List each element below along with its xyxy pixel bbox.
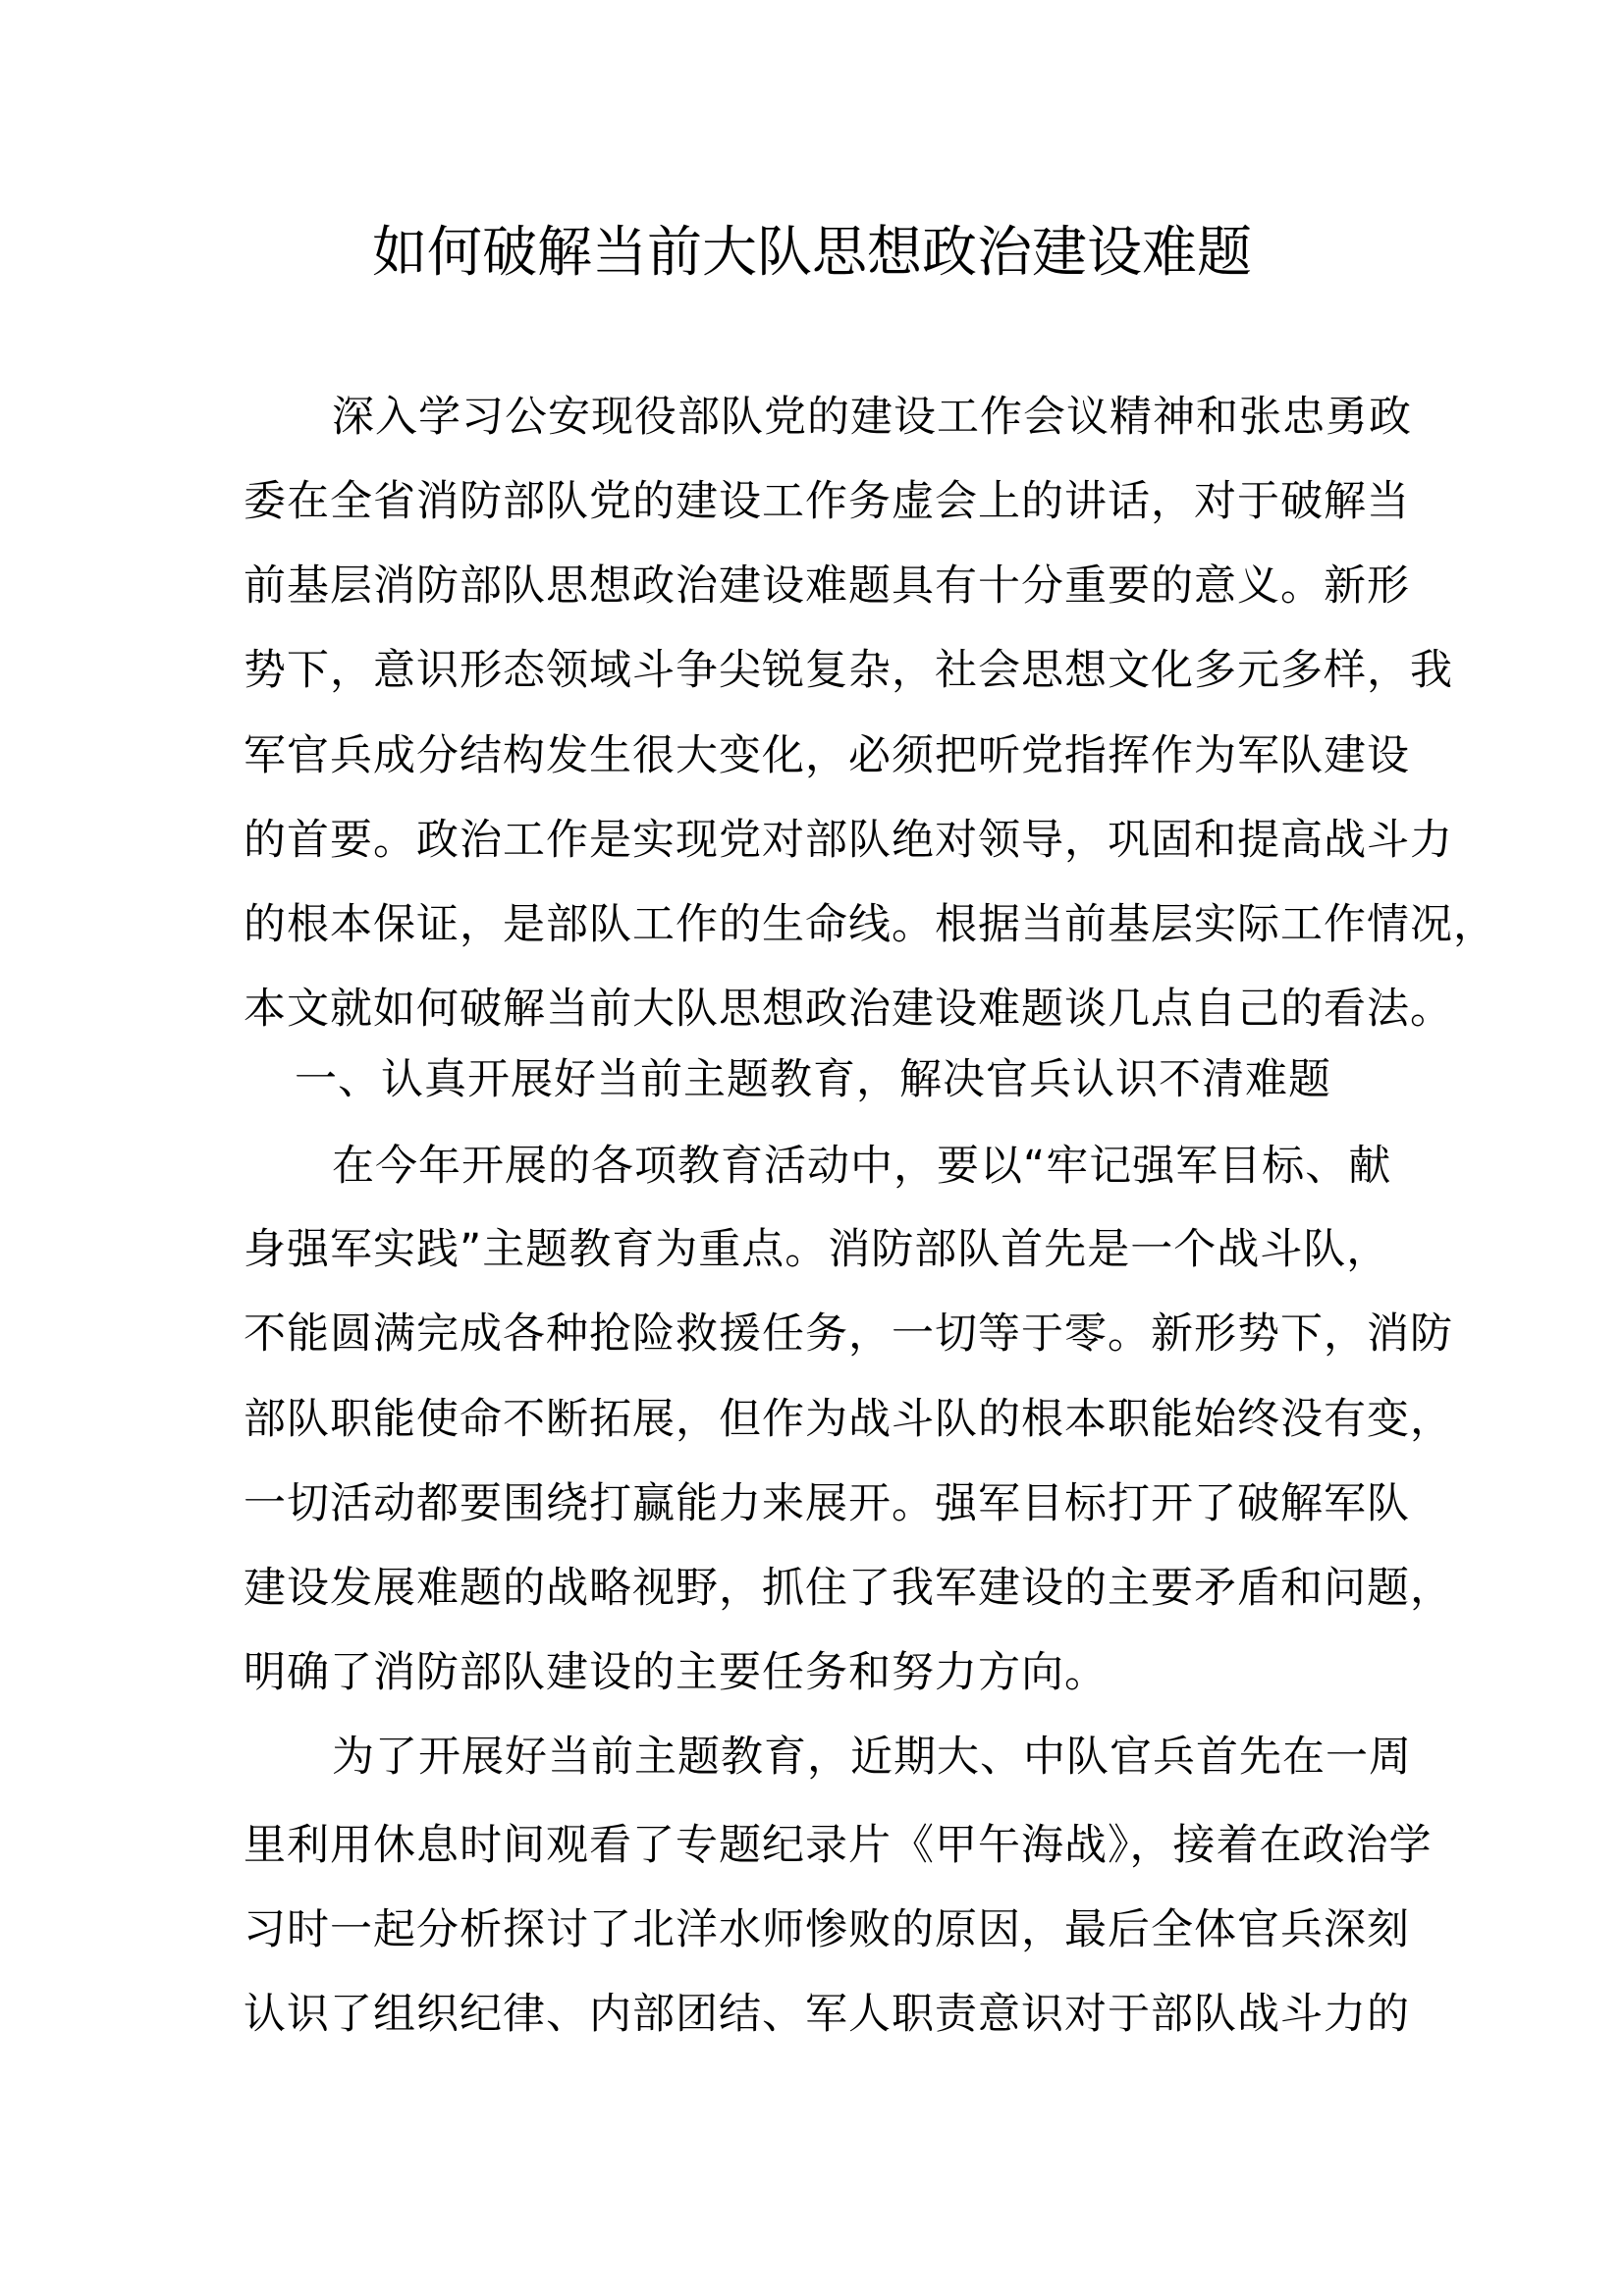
text-line: 一切活动都要围绕打赢能力来展开。强军目标打开了破解军队: [244, 1479, 1410, 1528]
text-line: 建设发展难题的战略视野，抓住了我军建设的主要矛盾和问题，: [244, 1564, 1453, 1613]
text-line: 认识了组织纪律、内部团结、军人职责意识对于部队战斗力的: [244, 1990, 1410, 2039]
section-heading-1: 一、认真开展好当前主题教育，解决官兵认识不清难题: [295, 1055, 1331, 1104]
text-line: 的根本保证，是部队工作的生命线。根据当前基层实际工作情况，: [244, 900, 1496, 949]
text-line: 委在全省消防部队党的建设工作务虚会上的讲话，对于破解当: [244, 477, 1410, 526]
text-line: 里利用休息时间观看了专题纪录片《甲午海战》，接着在政治学: [244, 1821, 1433, 1870]
text-line: 势下，意识形态领域斗争尖锐复杂，社会思想文化多元多样，我: [244, 646, 1453, 695]
text-line: 前基层消防部队思想政治建设难题具有十分重要的意义。新形: [244, 561, 1410, 611]
text-line: 身强军实践”主题教育为重点。消防部队首先是一个战斗队，: [244, 1225, 1390, 1274]
text-line: 的首要。政治工作是实现党对部队绝对领导，巩固和提高战斗力: [244, 816, 1453, 865]
text-line: 习时一起分析探讨了北洋水师惨败的原因，最后全体官兵深刻: [244, 1905, 1410, 1954]
document-title: 如何破解当前大队思想政治建设难题: [372, 221, 1252, 285]
text-line: 在今年开展的各项教育活动中，要以“牢记强军目标、献: [332, 1142, 1392, 1191]
text-line: 为了开展好当前主题教育，近期大、中队官兵首先在一周: [332, 1733, 1412, 1782]
text-line: 深入学习公安现役部队党的建设工作会议精神和张忠勇政: [332, 393, 1412, 442]
text-line: 部队职能使命不断拓展，但作为战斗队的根本职能始终没有变，: [244, 1395, 1453, 1444]
text-line: 明确了消防部队建设的主要任务和努力方向。: [244, 1648, 1108, 1697]
text-line: 不能圆满完成各种抢险救援任务，一切等于零。新形势下，消防: [244, 1309, 1453, 1359]
text-line: 军官兵成分结构发生很大变化，必须把听党指挥作为军队建设: [244, 731, 1410, 780]
text-line: 本文就如何破解当前大队思想政治建设难题谈几点自己的看法。: [244, 985, 1453, 1034]
